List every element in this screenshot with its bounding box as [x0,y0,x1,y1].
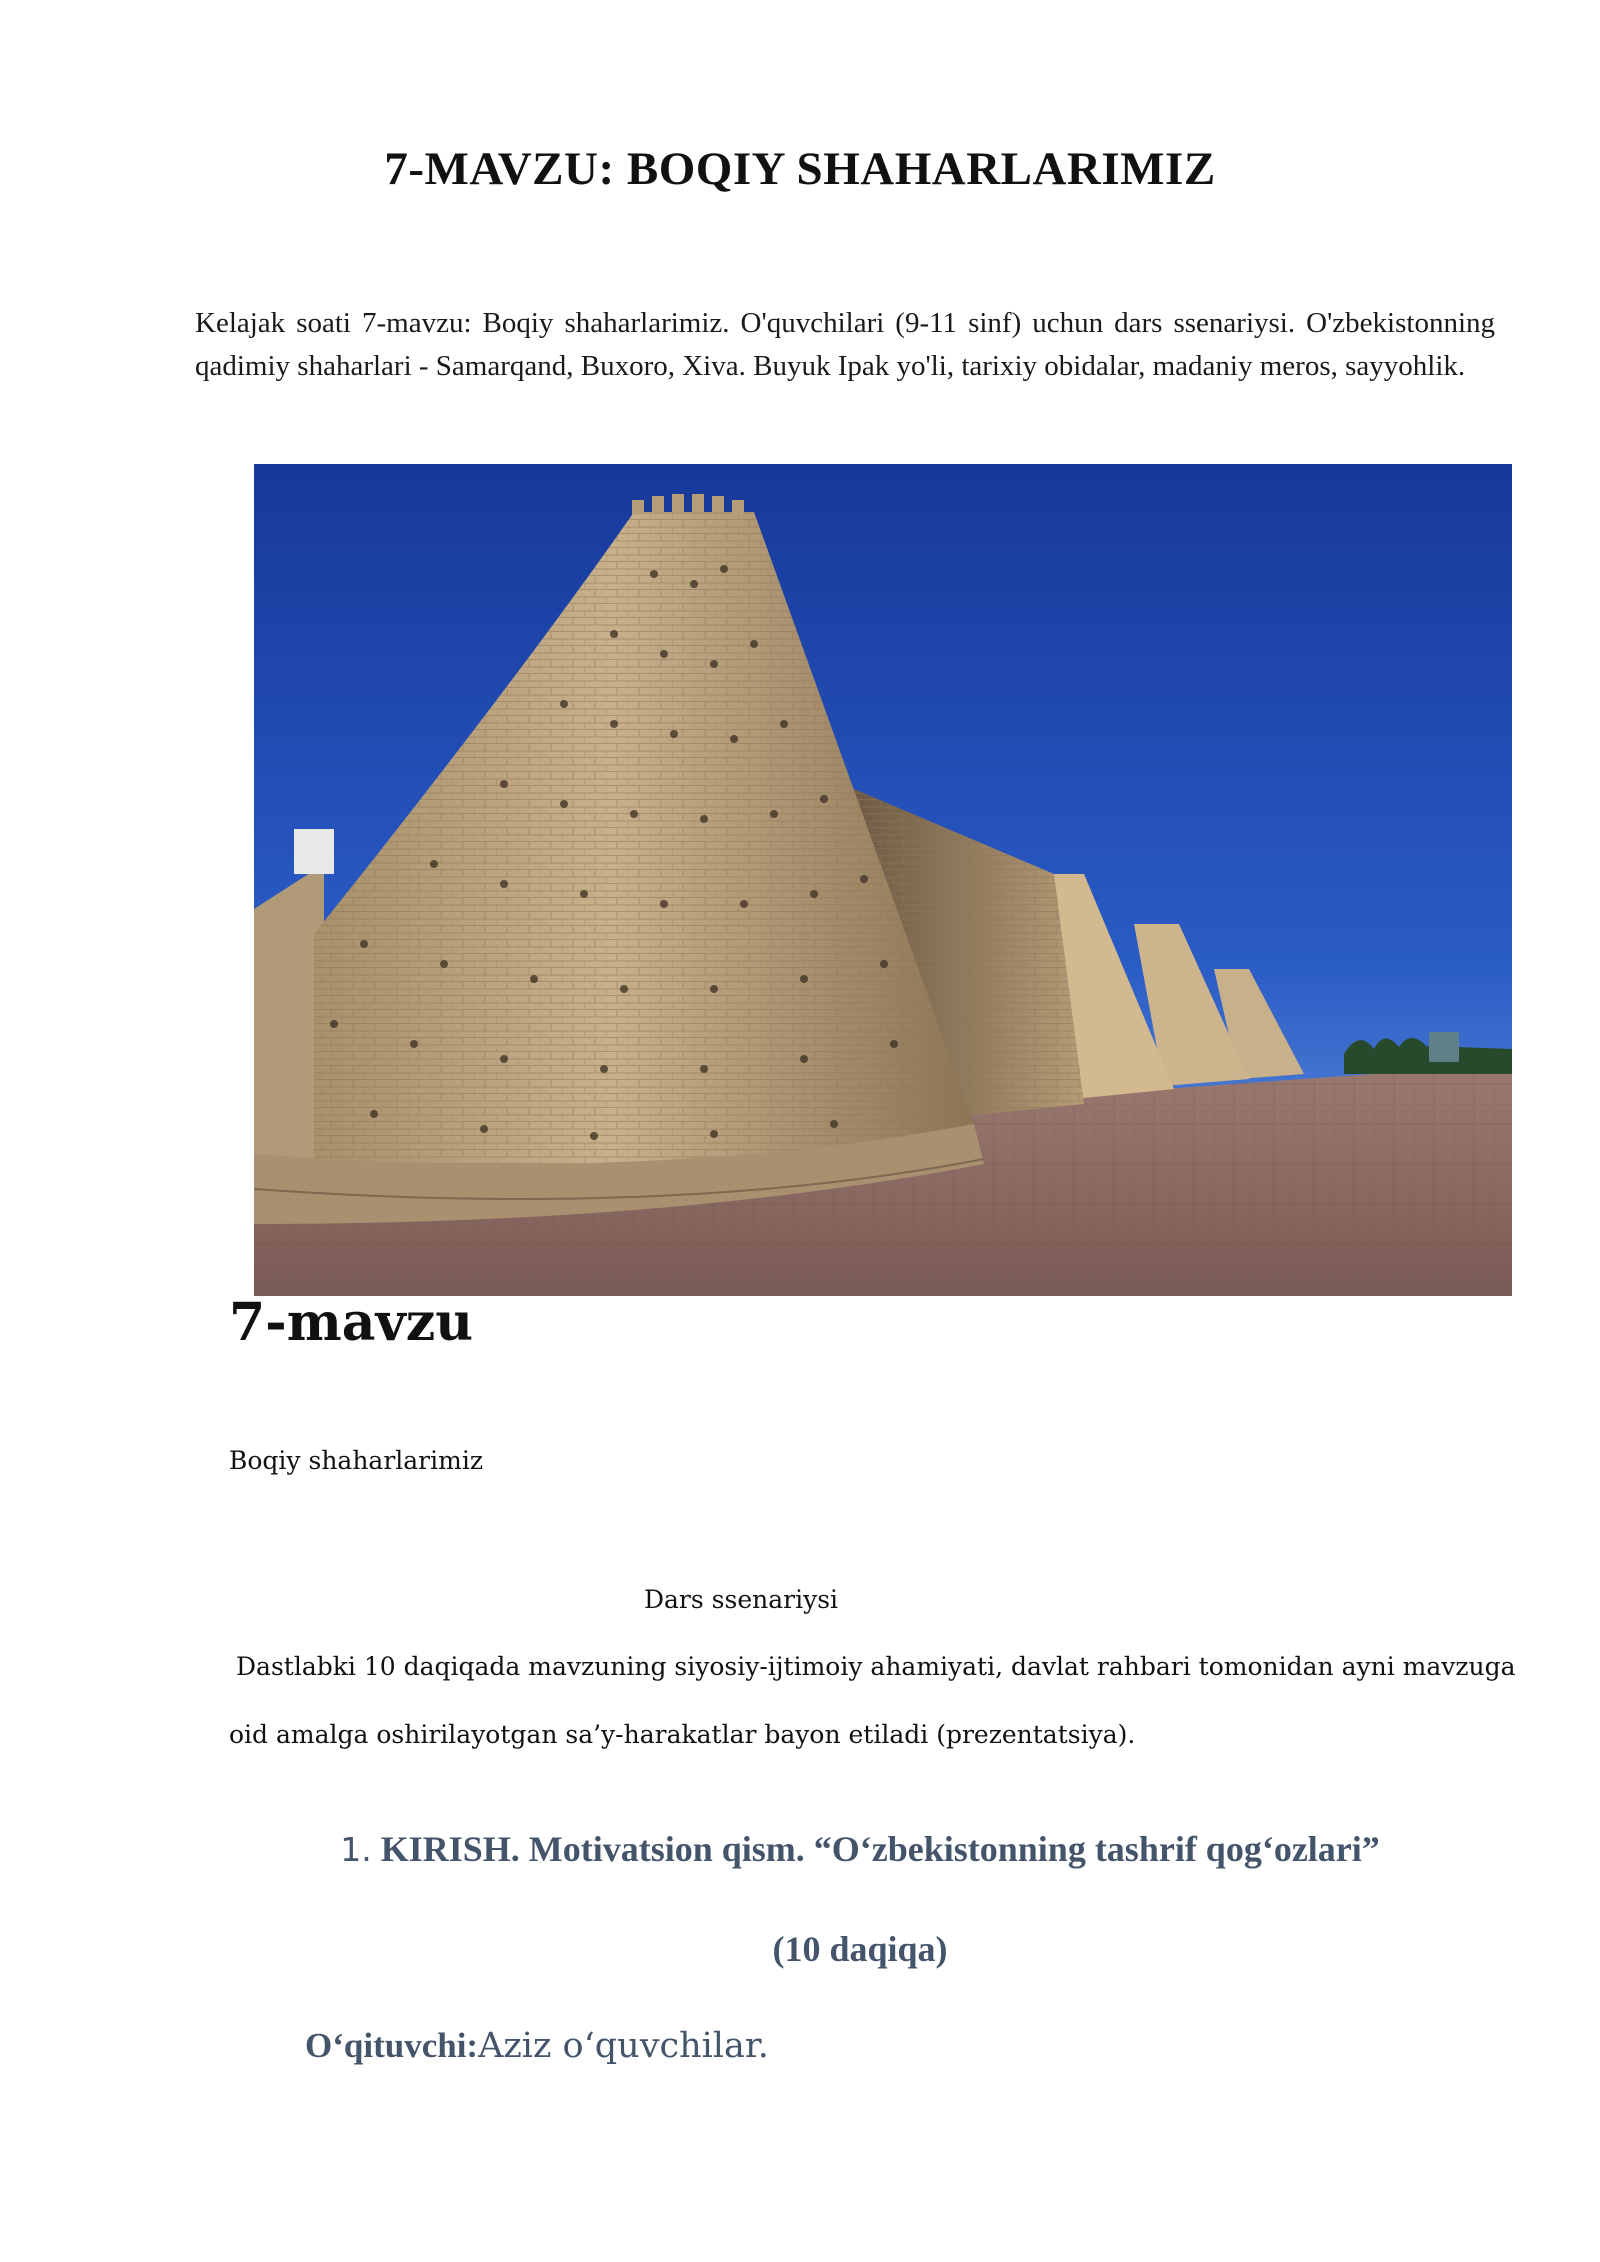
fortress-photo [254,464,1512,1296]
teacher-speech: Aziz o‘quvchilar. [478,2026,769,2066]
section-title: KIRISH. Motivatsion qism. “O‘zbekistonning tashrif qog‘ozlari” [380,1829,1380,1869]
scenario-label: Dars ssenariysi [643,1585,839,1614]
lesson-subtitle: Boqiy shaharlarimiz [229,1446,484,1475]
section-heading [0,1828,1600,1870]
teacher-line [305,2026,769,2066]
section-number: 1. [340,1830,372,1869]
intro-paragraph: Kelajak soati 7-mavzu: Boqiy shaharlarimiz. O'quvchilari (9-11 sinf) uchun dars ssenariysi. O'zbekistonning qadimiy shaharlari - Samarqand, Buxoro, Xiva. Buyuk Ipak yo'li, tarixiy obidalar, madaniy meros, sayyohlik. [195,307,1495,382]
lesson-heading: 7-mavzu [229,1292,474,1353]
teacher-label: O‘qituvchi: [305,2026,479,2065]
section-duration: (10 daqiqa) [772,1929,948,1969]
document-title: 7-MAVZU: BOQIY SHAHARLARIMIZ [384,143,1216,195]
paragraph-line-2: oid amalga oshirilayotgan sa’y-harakatlar bayon etiladi (prezentatsiya). [229,1720,1136,1749]
paragraph-line-1: Dastlabki 10 daqiqada mavzuning siyosiy-ijtimoiy ahamiyati, davlat rahbari tomonidan ayni mavzuga [236,1652,1516,1681]
